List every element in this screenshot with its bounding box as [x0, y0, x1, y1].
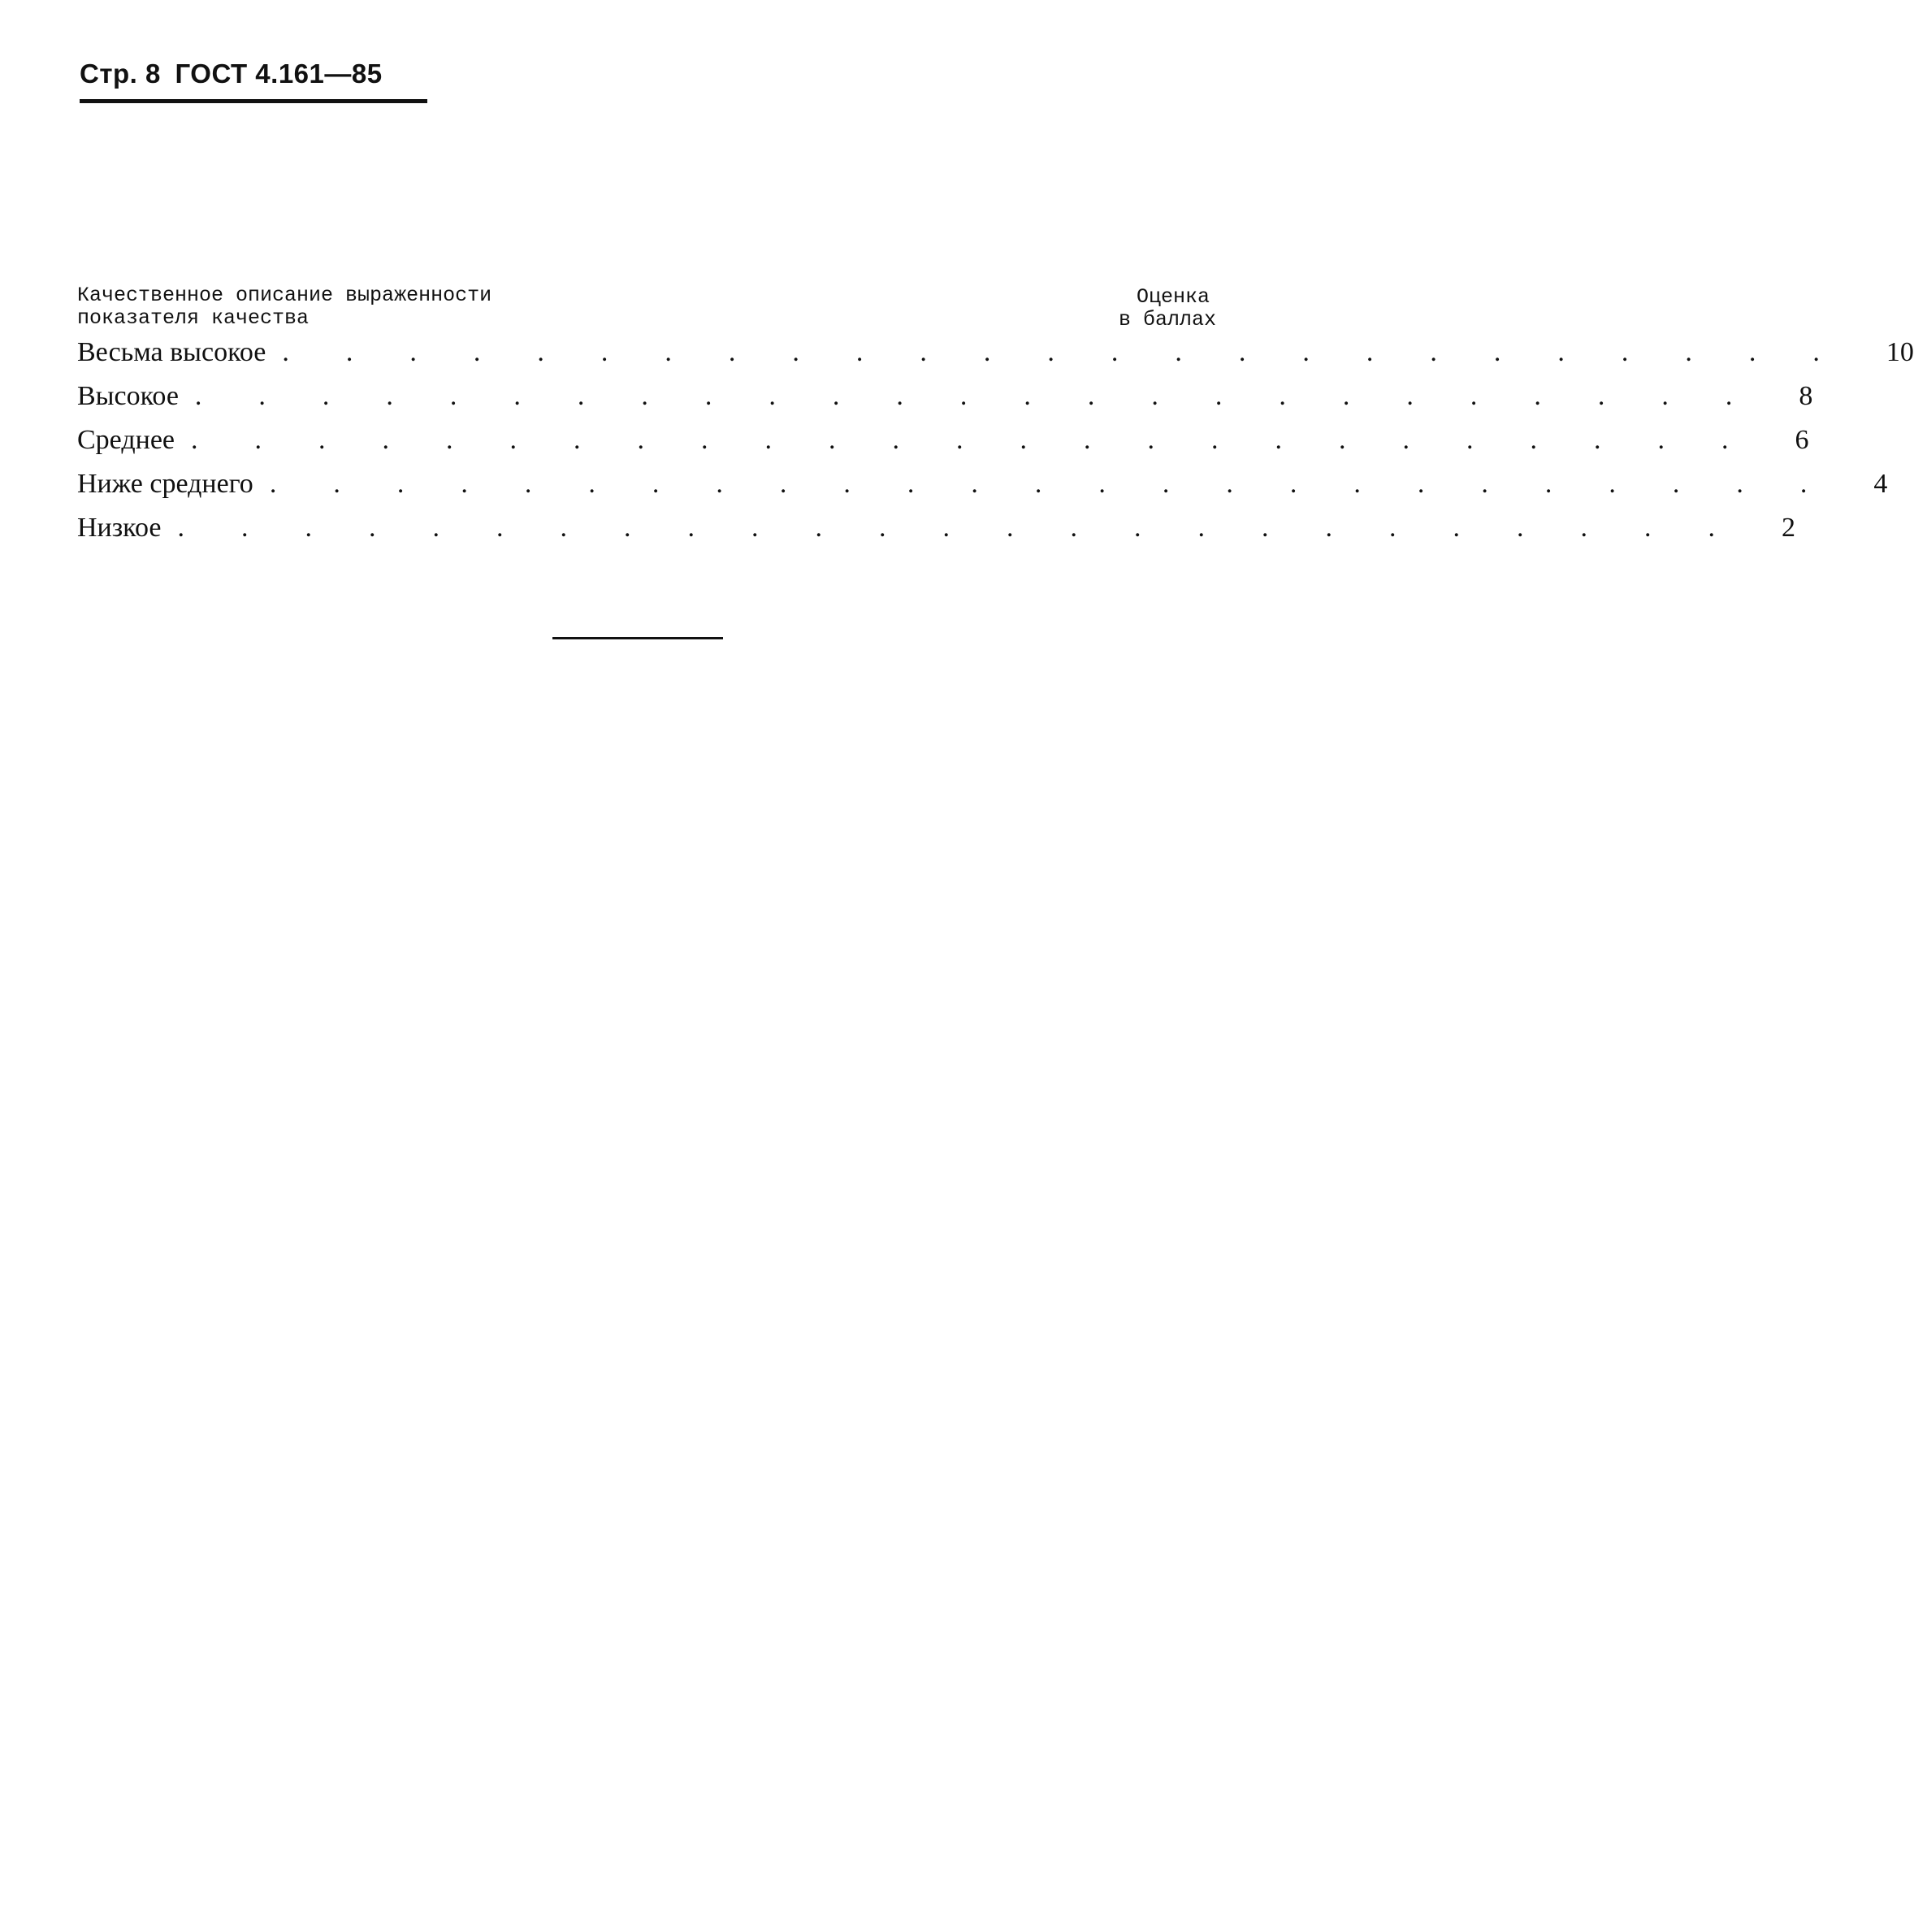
row-score: 2: [1781, 513, 1795, 543]
column-header-description-line1: Качественное описание выраженности: [77, 284, 492, 307]
row-label: Высокое: [77, 381, 195, 412]
dot-leader: .........................: [177, 513, 1772, 543]
dot-leader: .........................: [194, 381, 1790, 411]
column-header-score: [1119, 286, 1216, 331]
table-row: [77, 337, 1914, 381]
table-row: [77, 425, 1809, 469]
standard-designation: ГОСТ 4.161—85: [175, 58, 383, 89]
column-header-score-line2: в баллах: [1118, 308, 1216, 331]
row-label: Ниже среднего: [77, 469, 270, 500]
row-score: 6: [1795, 425, 1809, 455]
column-header-score-line1: Оценка: [1136, 285, 1210, 309]
row-label: Среднее: [77, 425, 191, 456]
row-label: Весьма высокое: [77, 337, 282, 368]
dot-leader: .........................: [282, 337, 1877, 367]
column-header-description-line2: показателя качества: [77, 306, 310, 330]
row-score: 8: [1799, 381, 1813, 411]
dot-leader: .........................: [191, 425, 1786, 455]
row-label: Низкое: [77, 513, 177, 544]
row-score: 4: [1873, 469, 1888, 499]
table-row: [77, 381, 1813, 425]
quality-score-table: [77, 337, 1914, 557]
table-row: [77, 513, 1795, 557]
row-score: 10: [1886, 337, 1914, 367]
table-row: [77, 469, 1888, 513]
page-number: Стр. 8: [80, 58, 161, 89]
dot-leader: .........................: [269, 469, 1864, 499]
end-rule: [552, 637, 723, 639]
page-header: [80, 58, 427, 103]
column-header-description: [77, 284, 491, 330]
